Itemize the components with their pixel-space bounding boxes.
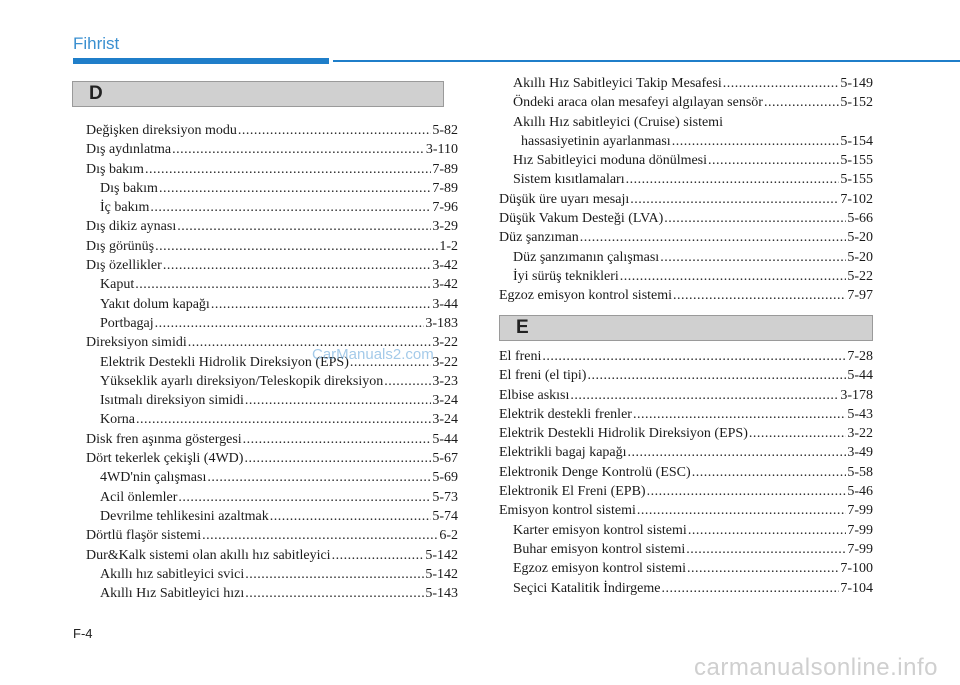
index-entry-page: 5-58: [847, 464, 873, 480]
index-entry-term: Yakıt dolum kapağı: [100, 296, 210, 312]
index-entry-page: 3-42: [432, 277, 458, 293]
index-entry-term: Emisyon kontrol sistemi: [499, 503, 636, 519]
index-entry-leader: [633, 407, 846, 423]
index-entry-leader: [708, 153, 839, 169]
index-entry-page: 7-28: [847, 349, 873, 364]
index-entry-leader: [177, 219, 431, 235]
index-entry-leader: [587, 368, 846, 384]
index-entry-page: 5-44: [432, 431, 458, 447]
index-entry-leader: [150, 200, 431, 216]
index-entry-page: 3-49: [847, 445, 873, 461]
index-entry-leader: [628, 445, 847, 461]
index-entry-term: Dış bakım: [86, 161, 144, 177]
index-entry: [499, 172, 873, 191]
index-entry-leader: [245, 393, 431, 409]
index-entry: [499, 523, 873, 542]
index-entry-term: Düşük üre uyarı mesajı: [499, 191, 630, 207]
index-entry: [499, 542, 873, 561]
index-entry-leader: [243, 432, 432, 448]
index-entry-page: 6-2: [439, 528, 458, 544]
index-entry-page: 3-22: [432, 354, 458, 370]
index-entry-leader: [155, 239, 438, 255]
index-entry: [86, 181, 458, 200]
index-entry: [86, 297, 458, 316]
index-entry: [499, 445, 873, 464]
index-entry-term: El freni (el tipi): [499, 368, 587, 384]
index-entry-page: 3-24: [432, 393, 458, 409]
index-entry-leader: [542, 349, 846, 365]
watermark-text: CarManuals2.com: [312, 346, 434, 363]
index-entry-page: 5-22: [847, 268, 873, 284]
index-entry: [86, 258, 458, 277]
index-entry-page: 5-46: [847, 484, 873, 500]
index-entry-leader: [245, 586, 424, 602]
index-list-e: [499, 349, 873, 600]
index-entry-term: İç bakım: [100, 200, 150, 216]
index-entry-term: Dörtlü flaşör sistemi: [86, 528, 202, 544]
index-entry-term: Portbagaj: [100, 315, 154, 331]
index-entry-term: Elektronik El Freni (EPB): [499, 484, 646, 500]
section-header-e: [499, 315, 873, 341]
index-entry: [499, 153, 873, 172]
section-letter: D: [89, 83, 103, 104]
index-entry-term: Disk fren aşınma göstergesi: [86, 431, 242, 447]
index-entry-page: 7-89: [432, 180, 458, 196]
index-entry-leader: [672, 134, 840, 150]
index-entry-page: 5-20: [847, 230, 873, 246]
index-entry-leader: [661, 581, 839, 597]
index-entry-term: hassasiyetinin ayarlanması: [521, 133, 671, 149]
index-entry-term: Dış görünüş: [86, 238, 155, 254]
index-entry-leader: [626, 172, 840, 188]
index-entry-term: Buhar emisyon kontrol sistemi: [513, 541, 686, 557]
header-rule-thin: [333, 60, 960, 62]
index-entry-term: Kaput: [100, 277, 135, 293]
index-entry-page: 7-100: [840, 561, 873, 577]
index-entry-term: Elbise askısı: [499, 387, 570, 403]
index-entry-term: Karter emisyon kontrol sistemi: [513, 522, 687, 538]
index-entry: [86, 316, 458, 335]
index-entry: [86, 200, 458, 219]
index-entry-page: 5-154: [840, 133, 873, 149]
index-entry-leader: [207, 470, 431, 486]
index-entry-page: 5-73: [432, 489, 458, 505]
index-entry: [86, 239, 458, 258]
index-entry-term: Akıllı hız sabitleyici svici: [100, 566, 245, 582]
index-entry: [499, 368, 873, 387]
index-entry-term: Düşük Vakum Desteği (LVA): [499, 211, 664, 227]
index-entry-leader: [660, 250, 846, 266]
index-entry-page: 7-104: [840, 580, 873, 596]
index-entry-leader: [163, 258, 432, 274]
index-entry-page: 3-178: [840, 387, 873, 403]
index-entry-term: Dur&Kalk sistemi olan akıllı hız sabitleyici: [86, 547, 331, 563]
index-entry-page: 5-82: [432, 123, 458, 138]
index-entry-page: 3-110: [425, 142, 458, 158]
index-entry-term: 4WD'nin çalışması: [100, 470, 207, 486]
index-entry-leader: [211, 297, 432, 313]
index-entry-leader: [145, 162, 431, 178]
index-entry-page: 7-99: [847, 541, 873, 557]
index-entry-page: 5-43: [847, 406, 873, 422]
index-entry-term: Akıllı Hız sabitleyici (Cruise) sistemi: [513, 114, 723, 130]
index-entry: [86, 219, 458, 238]
index-entry-page: 3-29: [432, 219, 458, 235]
index-entry-page: 7-99: [847, 503, 873, 519]
index-entry-page: 5-74: [432, 508, 458, 524]
index-entry-leader: [723, 76, 840, 92]
index-entry-leader: [178, 490, 431, 506]
index-entry-term: Düz şanzıman: [499, 230, 579, 246]
index-entry-term: Akıllı Hız Sabitleyici Takip Mesafesi: [513, 76, 722, 91]
index-entry-leader: [238, 123, 431, 139]
index-entry-term: Elektronik Denge Kontrolü (ESC): [499, 464, 691, 480]
index-entry: [499, 134, 873, 153]
index-entry-page: 7-96: [432, 200, 458, 216]
index-entry-page: 5-143: [425, 586, 458, 602]
index-entry-leader: [155, 316, 425, 332]
index-entry: [499, 561, 873, 580]
index-entry-term: Akıllı Hız Sabitleyici hızı: [100, 586, 245, 602]
index-entry: [86, 162, 458, 181]
index-entry-page: 3-44: [432, 296, 458, 312]
index-entry: [86, 432, 458, 451]
index-entry-page: 5-20: [847, 249, 873, 265]
index-entry-term: Direksiyon simidi: [86, 335, 187, 351]
index-entry: [499, 211, 873, 230]
index-entry: [499, 484, 873, 503]
index-entry-page: 5-149: [840, 76, 873, 91]
index-entry: [86, 123, 458, 142]
index-entry-term: Egzoz emisyon kontrol sistemi: [499, 288, 673, 304]
index-entry-leader: [245, 567, 424, 583]
index-entry-term: Devrilme tehlikesini azaltmak: [100, 508, 269, 524]
index-entry: [499, 269, 873, 288]
index-entry-leader: [620, 269, 847, 285]
index-entry-leader: [664, 211, 846, 227]
index-entry-page: 3-22: [847, 426, 873, 442]
index-entry-term: Dış bakım: [100, 180, 158, 196]
index-entry-leader: [764, 95, 839, 111]
index-entry: [86, 393, 458, 412]
index-entry-page: 5-155: [840, 172, 873, 188]
index-list-d-continued: [499, 76, 873, 308]
index-entry-leader: [692, 465, 847, 481]
index-entry: [499, 426, 873, 445]
index-entry: [499, 465, 873, 484]
index-entry: [86, 277, 458, 296]
index-entry-page: 5-69: [432, 470, 458, 486]
index-entry: [499, 115, 873, 134]
index-entry: [86, 586, 458, 605]
index-entry-term: Elektrik destekli frenler: [499, 406, 632, 422]
index-entry-leader: [570, 388, 839, 404]
index-entry-page: 5-67: [432, 451, 458, 467]
index-entry-term: Öndeki araca olan mesafeyi algılayan sensör: [513, 95, 763, 111]
index-entry-term: Elektrikli bagaj kapağı: [499, 445, 627, 461]
index-entry: [86, 412, 458, 431]
index-entry-page: 1-2: [439, 238, 458, 254]
index-entry: [499, 581, 873, 600]
index-entry-leader: [244, 451, 431, 467]
index-entry: [86, 490, 458, 509]
footer-watermark: carmanualsonline.info: [694, 654, 938, 681]
index-entry: [86, 142, 458, 161]
index-entry: [499, 388, 873, 407]
index-entry-leader: [332, 548, 425, 564]
index-entry-page: 5-155: [840, 153, 873, 169]
index-entry-page: 5-142: [425, 547, 458, 563]
index-entry-term: Düz şanzımanın çalışması: [513, 249, 660, 265]
index-entry-leader: [580, 230, 847, 246]
index-entry: [499, 503, 873, 522]
index-entry-term: İyi sürüş teknikleri: [513, 268, 619, 284]
index-entry-term: Yükseklik ayarlı direksiyon/Teleskopik direksiyon: [100, 373, 384, 389]
index-entry: [86, 548, 458, 567]
index-entry-term: Elektrik Destekli Hidrolik Direksiyon (EPS): [100, 354, 349, 370]
index-entry-term: Değişken direksiyon modu: [86, 123, 237, 138]
section-header-d: [72, 81, 444, 107]
index-entry-term: Hız Sabitleyici moduna dönülmesi: [513, 153, 708, 169]
index-entry-page: 3-22: [432, 335, 458, 351]
index-entry-leader: [384, 374, 431, 390]
index-entry: [86, 528, 458, 547]
index-entry-term: Egzoz emisyon kontrol sistemi: [513, 561, 687, 577]
index-entry: [499, 349, 873, 368]
index-entry-term: Seçici Katalitik İndirgeme: [513, 580, 661, 596]
index-entry-term: Korna: [100, 412, 135, 428]
index-entry: [86, 567, 458, 586]
index-entry: [499, 76, 873, 95]
index-entry-page: 3-42: [432, 258, 458, 274]
index-entry-term: Acil önlemler: [100, 489, 178, 505]
index-entry-leader: [136, 412, 431, 428]
index-list-d: [86, 123, 458, 605]
index-entry-page: 5-66: [847, 211, 873, 227]
index-entry-page: 3-24: [432, 412, 458, 428]
index-entry-leader: [673, 288, 846, 304]
index-entry: [499, 230, 873, 249]
index-entry-page: 5-142: [425, 566, 458, 582]
index-entry: [86, 509, 458, 528]
index-entry-leader: [637, 503, 846, 519]
index-entry-term: Dış özellikler: [86, 258, 162, 274]
index-entry-term: Isıtmalı direksiyon simidi: [100, 393, 244, 409]
index-entry-term: Dış aydınlatma: [86, 142, 172, 158]
index-entry-leader: [202, 528, 438, 544]
index-entry: [86, 451, 458, 470]
index-entry-leader: [630, 192, 839, 208]
index-entry-page: 5-44: [847, 368, 873, 384]
index-entry-page: 3-183: [425, 315, 458, 331]
section-letter: E: [516, 317, 529, 338]
page-number: F-4: [73, 626, 93, 641]
index-entry-page: 3-23: [432, 373, 458, 389]
index-entry-page: 7-99: [847, 522, 873, 538]
index-entry-term: Dış dikiz aynası: [86, 219, 177, 235]
index-entry-leader: [749, 426, 846, 442]
index-entry-leader: [270, 509, 432, 525]
index-entry-term: Dört tekerlek çekişli (4WD): [86, 451, 244, 467]
index-entry-leader: [172, 142, 425, 158]
index-entry: [499, 288, 873, 307]
index-entry: [499, 192, 873, 211]
index-entry-term: El freni: [499, 349, 542, 364]
index-entry-term: Sistem kısıtlamaları: [513, 172, 625, 188]
index-entry: [86, 470, 458, 489]
index-entry-leader: [135, 277, 431, 293]
index-entry-leader: [688, 523, 847, 539]
index-entry: [499, 95, 873, 114]
index-entry: [499, 250, 873, 269]
header-rule-thick: [73, 58, 329, 64]
index-entry: [499, 407, 873, 426]
index-entry-leader: [687, 561, 839, 577]
index-entry-term: Elektrik Destekli Hidrolik Direksiyon (EPS): [499, 426, 748, 442]
index-entry-leader: [686, 542, 846, 558]
index-entry-page: 7-97: [847, 288, 873, 304]
index-entry-page: 5-152: [840, 95, 873, 111]
index-entry: [86, 374, 458, 393]
index-entry-leader: [647, 484, 847, 500]
index-entry-leader: [159, 181, 431, 197]
index-entry-page: 7-102: [840, 191, 873, 207]
index-entry-page: 7-89: [432, 161, 458, 177]
page-header-title: Fihrist: [73, 34, 120, 53]
